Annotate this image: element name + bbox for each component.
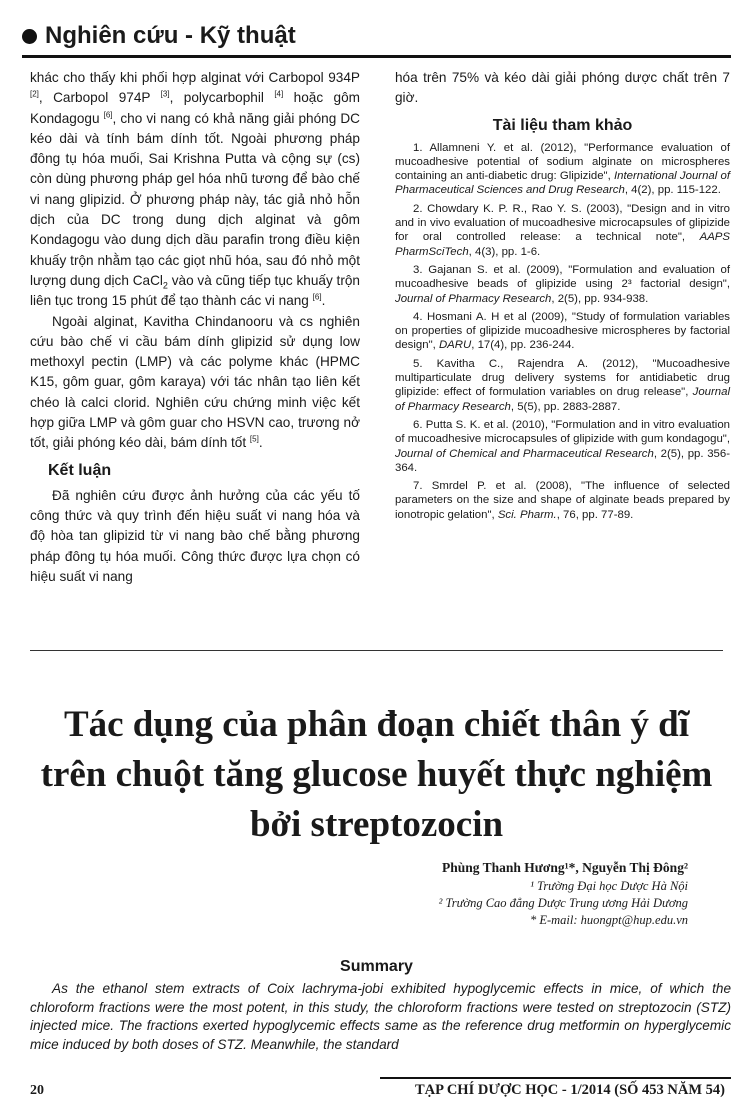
reference-item: 2. Chowdary K. P. R., Rao Y. S. (2003), "Design and in vitro and in vivo evaluation of mucoadhesive microcapsules of glipizide for oral controlled release: a technical note", AAPS PharmSciTech, 4(3), pp. 1-6.: [395, 202, 730, 258]
reference-item: 1. Allamneni Y. et al. (2012), "Performance evaluation of mucoadhesive potential of sodium alginate on microspheres containing an anti-diabetic drug: Glipizide", International Journal of Pharmaceutical Sciences and Drug Research, 4(2), pp. 115-122.: [395, 141, 730, 197]
reference-list: [395, 141, 730, 522]
author-email: * E-mail: huongpt@hup.edu.vn: [529, 913, 688, 927]
summary-text: As the ethanol stem extracts of Coix lachryma-jobi exhibited hypoglycemic effects in mice, of which the chloroform fractions were the most potent, in this study, the chloroform fractions were tested on streptozocin (STZ) injected mice. The fractions exerted hypoglycemic effects same as the reference drug metformin on hyperglycemic mice induced by both doses of STZ. Meanwhile, the standard: [30, 981, 731, 1052]
affiliation-2: ² Trường Cao đẳng Dược Trung ương Hải Dương: [438, 896, 688, 910]
reference-item: 3. Gajanan S. et al. (2009), "Formulation and evaluation of mucoadhesive beads of glipizide using 2³ factorial design", Journal of Pharmacy Research, 2(5), pp. 934-938.: [395, 263, 730, 305]
summary-heading: Summary: [340, 958, 413, 975]
paragraph-conclusion: Đã nghiên cứu được ảnh hưởng của các yếu tố công thức và quy trình đến hiệu suất vi nang hóa và độ hòa tan glipizid từ vi nang bào chế bằng phương pháp đông tụ hóa muối. Công thức được lựa chọn có hiệu suất vi nang: [30, 487, 360, 584]
author-names: Phùng Thanh Hương¹*, Nguyễn Thị Đông²: [441, 860, 688, 875]
paragraph-methods: khác cho thấy khi phối hợp alginat với Carbopol 934P [2], Carbopol 974P [3], polycarbophil [4] hoặc gôm Kondagogu [6], cho vi nang có khả năng giải phóng DC kéo dài và tính bám dính tốt. Ngoài phương pháp đông tụ hóa muối, Sai Krishna Putta và cộng sự (cs) còn dùng phương pháp gel hóa nhũ tương để bào chế vi nang glipizid. Ở phương pháp này, tác giả nhỏ hỗn dịch của DC trong dung dịch alginat và gôm Kondagogu vào dung dịch dầu parafin trong điều kiện khuấy trộn nhằm tạo các giọt nhũ hóa, sau đó nhỏ một lượng dung dịch CaCl$_2$ vào và cũng tiếp tục khuấy trộn liên tục trong 15 phút để tạo thành các vi nang [6].: [30, 70, 361, 309]
paragraph-pectin: Ngoài alginat, Kavitha Chindanooru và cs nghiên cứu bào chế vi cầu bám dính glipizid sử dụng low methoxyl pectin (LMP) và các polyme khác (HPMC K15, gôm guar, gôm karaya) với tác nhân tạo liên kết chéo là calci clorid. Nghiên cứu chứng minh việc kết hợp giữa LMP và gôm guar cho HSVN cao, trương nở tốt, giải phóng kéo dài, bám dính tốt [5].: [30, 313, 360, 451]
reference-item: 6. Putta S. K. et al. (2010), "Formulation and in vitro evaluation of mucoadhesive microcapsules of glipizide with gum kondagogu", Journal of Chemical and Pharmaceutical Research, 2(5), pp. 356-364.: [395, 418, 731, 474]
right-column: [395, 68, 730, 526]
reference-item: 4. Hosmani A. H et al (2009), "Study of formulation variables on properties of glipizide mucoadhesive microspheres by factorial design", DARU, 17(4), pp. 236-244.: [395, 310, 730, 352]
footer-rule: [380, 1077, 731, 1079]
page-number: 20: [30, 1083, 44, 1098]
header-rule: [22, 55, 731, 58]
article-divider: [30, 650, 723, 651]
article-title: [40, 700, 713, 850]
section-header: [22, 22, 296, 50]
reference-item: 5. Kavitha C., Rajendra A. (2012), "Mucoadhesive multiparticulate drug delivery systems for antidiabetic drug glipizide: effect of formulation variables on drug release", Journal of Pharmacy Research, 5(5), pp. 2883-2887.: [395, 357, 730, 413]
conclusion-heading: Kết luận: [48, 461, 112, 479]
article-title-line-2: trên chuột tăng glucose huyết thực nghiệm: [40, 754, 713, 795]
affiliation-1: ¹ Trường Đại học Dược Hà Nội: [530, 879, 688, 893]
article-title-line-1: Tác dụng của phân đoạn chiết thân ý dĩ: [63, 704, 690, 745]
bullet-icon: [22, 29, 37, 44]
left-column: [30, 68, 360, 587]
article-title-line-3: bởi streptozocin: [249, 804, 504, 845]
author-block: [439, 860, 688, 929]
section-title: Nghiên cứu - Kỹ thuật: [45, 22, 296, 49]
journal-footer: TẠP CHÍ DƯỢC HỌC - 1/2014 (SỐ 453 NĂM 54): [415, 1082, 725, 1098]
paragraph-conclusion-cont: hóa trên 75% và kéo dài giải phóng dược chất trên 7 giờ.: [395, 70, 730, 106]
references-heading: Tài liệu tham khảo: [492, 116, 633, 134]
reference-item: 7. Smrdel P. et al. (2008), "The influence of selected parameters on the size and shape of alginate beads prepared by ionotropic gelation", Sci. Pharm., 76, pp. 77-89.: [395, 480, 730, 521]
